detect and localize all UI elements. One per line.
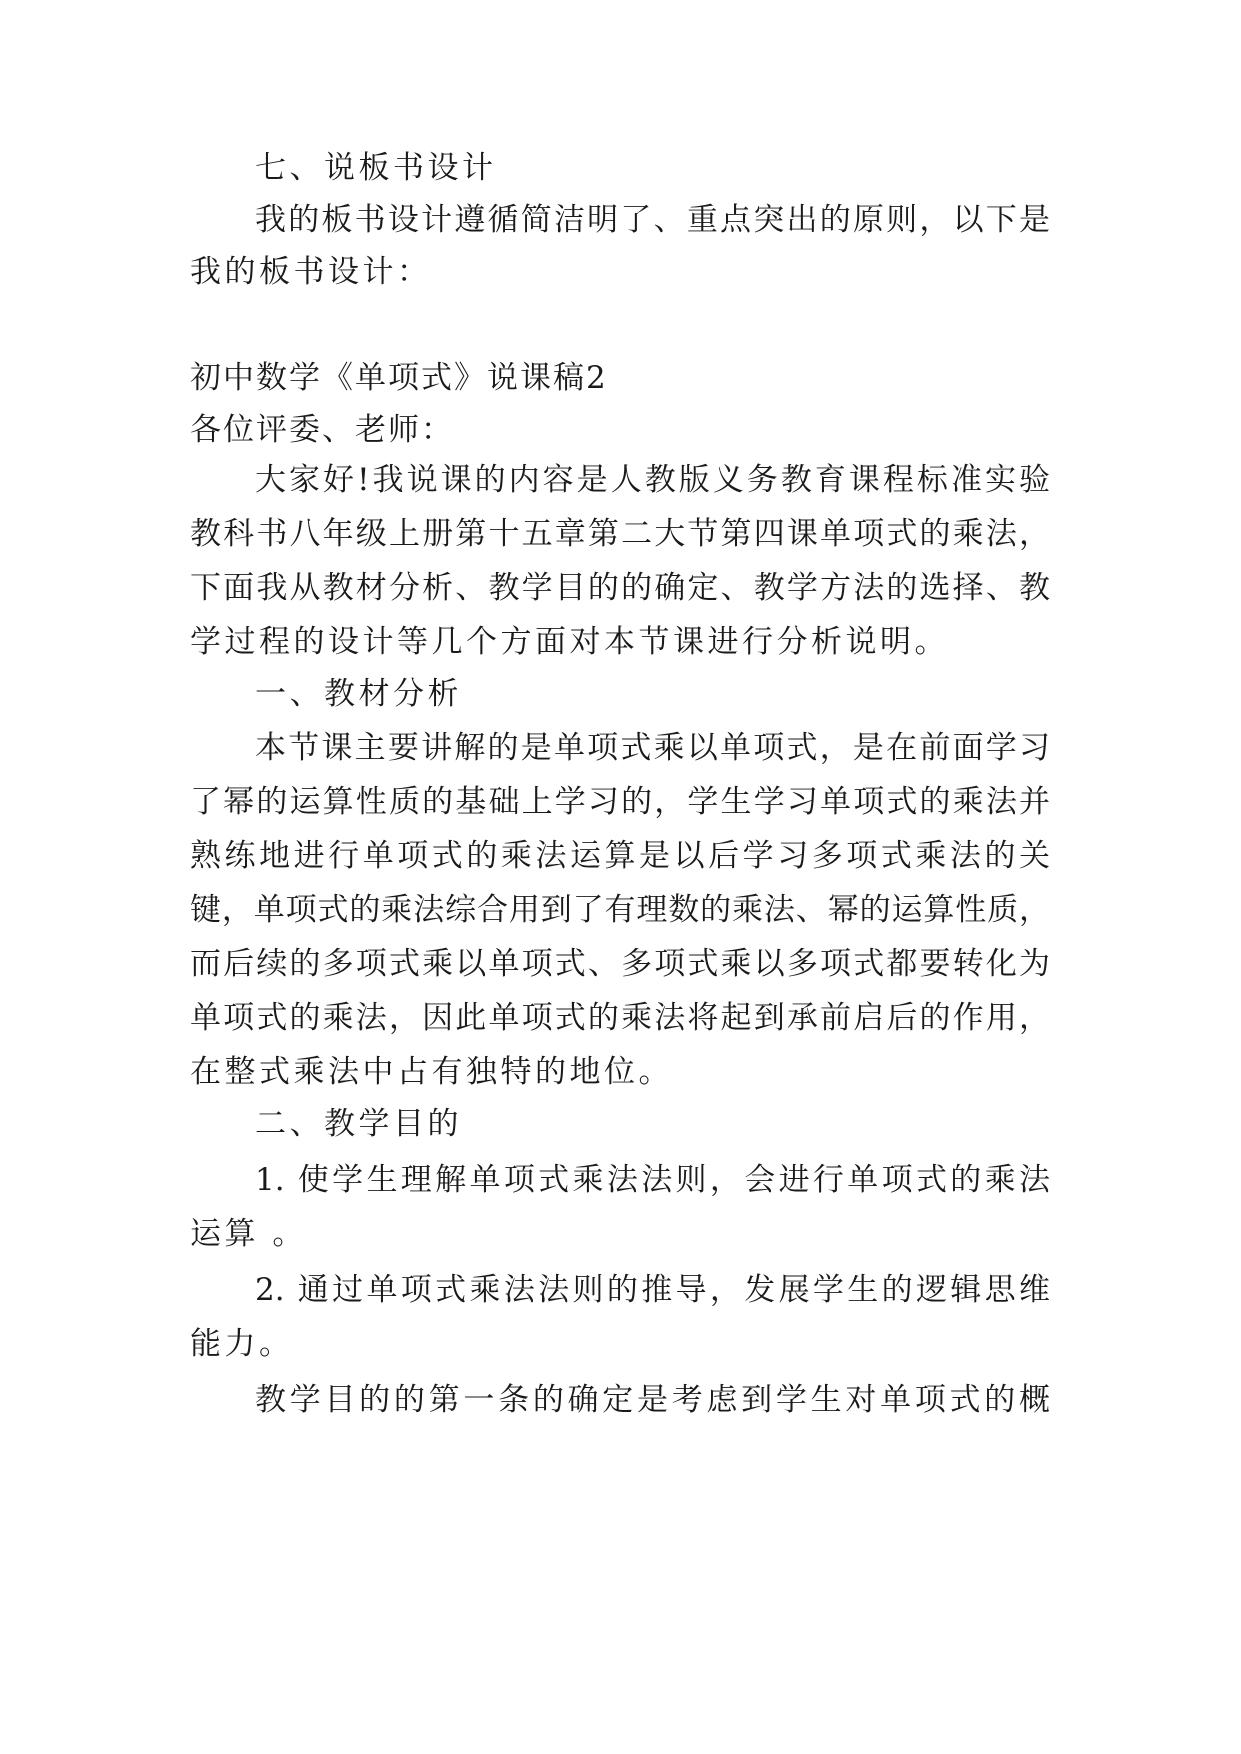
closing-line: 教学目的的第一条的确定是考虑到学生对单项式的概	[255, 1382, 1050, 1418]
section1-line: 了幂的运算性质的基础上学习的，学生学习单项式的乘法并	[190, 784, 1050, 820]
section7-paragraph-line: 我的板书设计：	[190, 254, 432, 290]
section2-heading: 二、教学目的	[255, 1106, 462, 1142]
section7-heading: 七、说板书设计	[255, 150, 497, 186]
section1-line: 键，单项式的乘法综合用到了有理数的乘法、幂的运算性质，	[190, 892, 1050, 928]
goal-1-line: 1. 使学生理解单项式乘法法则，会进行单项式的乘法	[255, 1162, 1050, 1198]
intro-line: 教科书八年级上册第十五章第二大节第四课单项式的乘法，	[190, 516, 1050, 552]
section7-paragraph-line: 我的板书设计遵循简洁明了、重点突出的原则，以下是	[255, 202, 1050, 238]
intro-line: 大家好!我说课的内容是人教版义务教育课程标准实验	[255, 462, 1050, 498]
section1-line: 本节课主要讲解的是单项式乘以单项式，是在前面学习	[255, 730, 1050, 766]
intro-line: 下面我从教材分析、教学目的的确定、教学方法的选择、教	[190, 570, 1050, 606]
salutation: 各位评委、老师：	[190, 412, 454, 448]
section1-line: 单项式的乘法，因此单项式的乘法将起到承前启后的作用，	[190, 1000, 1050, 1036]
section1-line: 熟练地进行单项式的乘法运算是以后学习多项式乘法的关	[190, 838, 1050, 874]
article-title: 初中数学《单项式》说课稿2	[190, 360, 608, 396]
intro-line: 学过程的设计等几个方面对本节课进行分析说明。	[190, 624, 949, 660]
section1-line: 在整式乘法中占有独特的地位。	[190, 1054, 673, 1090]
goal-2-line: 2. 通过单项式乘法法则的推导，发展学生的逻辑思维	[255, 1272, 1050, 1308]
goal-2-line: 能力。	[190, 1326, 294, 1362]
section1-heading: 一、教材分析	[255, 676, 462, 712]
section1-line: 而后续的多项式乘以单项式、多项式乘以多项式都要转化为	[190, 946, 1050, 982]
goal-1-line: 运算 。	[190, 1216, 307, 1252]
